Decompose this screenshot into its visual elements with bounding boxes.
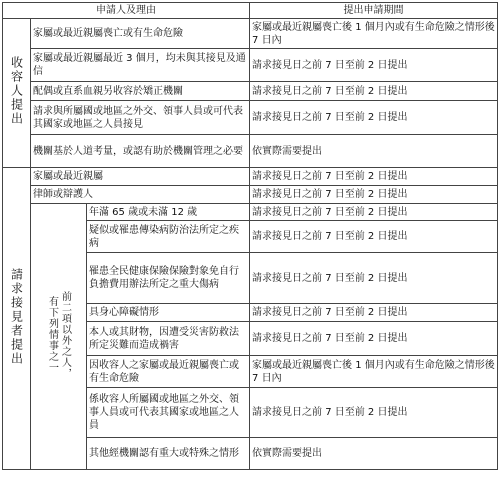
group-label-visitor [3,168,31,470]
table-row [3,49,498,82]
reason-cell: 年滿 65 歲或未滿 12 歲 [87,204,250,221]
reason-cell: 其他經機關認有重大或特殊之情形 [87,438,250,470]
period-cell: 請求接見日之前 7 日至前 2 日提出 [250,101,498,135]
period-cell: 依實際需要提出 [250,438,498,470]
reason-cell: 本人或其財物，因遭受災害防救法所定災難而造成禍害 [87,322,250,356]
table-row [3,19,498,49]
table-row [3,82,498,101]
sub-group-label-text: 前二項以外之人，有下列情事之一 [46,290,71,379]
header-row [3,3,498,19]
reason-cell: 家屬或最近親屬最近 3 個月，均未與其接見及通信 [31,49,250,82]
period-cell: 請求接見日之前 7 日至前 2 日提出 [250,168,498,186]
header-applicant-reason: 申請人及理由 [3,3,250,19]
period-cell: 請求接見日之前 7 日至前 2 日提出 [250,304,498,322]
period-cell: 請求接見日之前 7 日至前 2 日提出 [250,221,498,253]
group-label-visitor-text: 請求接見者提出 [9,267,24,366]
period-cell: 請求接見日之前 7 日至前 2 日提出 [250,322,498,356]
group-label-inmate-text: 收容人提出 [9,56,24,126]
table-row [3,135,498,168]
reason-cell: 家屬或最近親屬 [31,168,250,186]
period-cell: 家屬或最近親屬喪亡後 1 個月內或有生命危險之情形後 7 日內 [250,356,498,388]
period-cell: 依實際需要提出 [250,135,498,168]
period-cell: 請求接見日之前 7 日至前 2 日提出 [250,82,498,101]
group-label-inmate [3,19,31,168]
reason-cell: 家屬或最近親屬喪亡或有生命危險 [31,19,250,49]
reason-cell: 律師或辯護人 [31,186,250,204]
reason-cell: 請求與所屬國或地區之外交、領事人員或可代表其國家或地區之人員接見 [31,101,250,135]
period-cell: 請求接見日之前 7 日至前 2 日提出 [250,253,498,304]
table-row [3,101,498,135]
reason-cell: 機關基於人道考量，或認有助於機關管理之必要 [31,135,250,168]
reason-cell: 配偶或直系血親另收容於矯正機關 [31,82,250,101]
table-row [3,168,498,186]
period-cell: 請求接見日之前 7 日至前 2 日提出 [250,49,498,82]
period-cell: 請求接見日之前 7 日至前 2 日提出 [250,388,498,438]
reason-cell: 具身心障礙情形 [87,304,250,322]
reason-cell: 疑似或罹患傳染病防治法所定之疾病 [87,221,250,253]
period-cell: 家屬或最近親屬喪亡後 1 個月內或有生命危險之情形後 7 日內 [250,19,498,49]
visit-request-table [2,2,498,470]
reason-cell: 係收容人所屬國或地區之外交、領事人員或可代表其國家或地區之人員 [87,388,250,438]
period-cell: 請求接見日之前 7 日至前 2 日提出 [250,186,498,204]
reason-cell: 罹患全民健康保險保險對象免自行負擔費用辦法所定之重大傷病 [87,253,250,304]
header-period: 提出申請期間 [250,3,498,19]
table-row [3,204,498,221]
period-cell: 請求接見日之前 7 日至前 2 日提出 [250,204,498,221]
reason-cell: 因收容人之家屬或最近親屬喪亡或有生命危險 [87,356,250,388]
sub-group-label [31,204,87,470]
table-row [3,186,498,204]
visit-request-table-document [2,2,497,492]
